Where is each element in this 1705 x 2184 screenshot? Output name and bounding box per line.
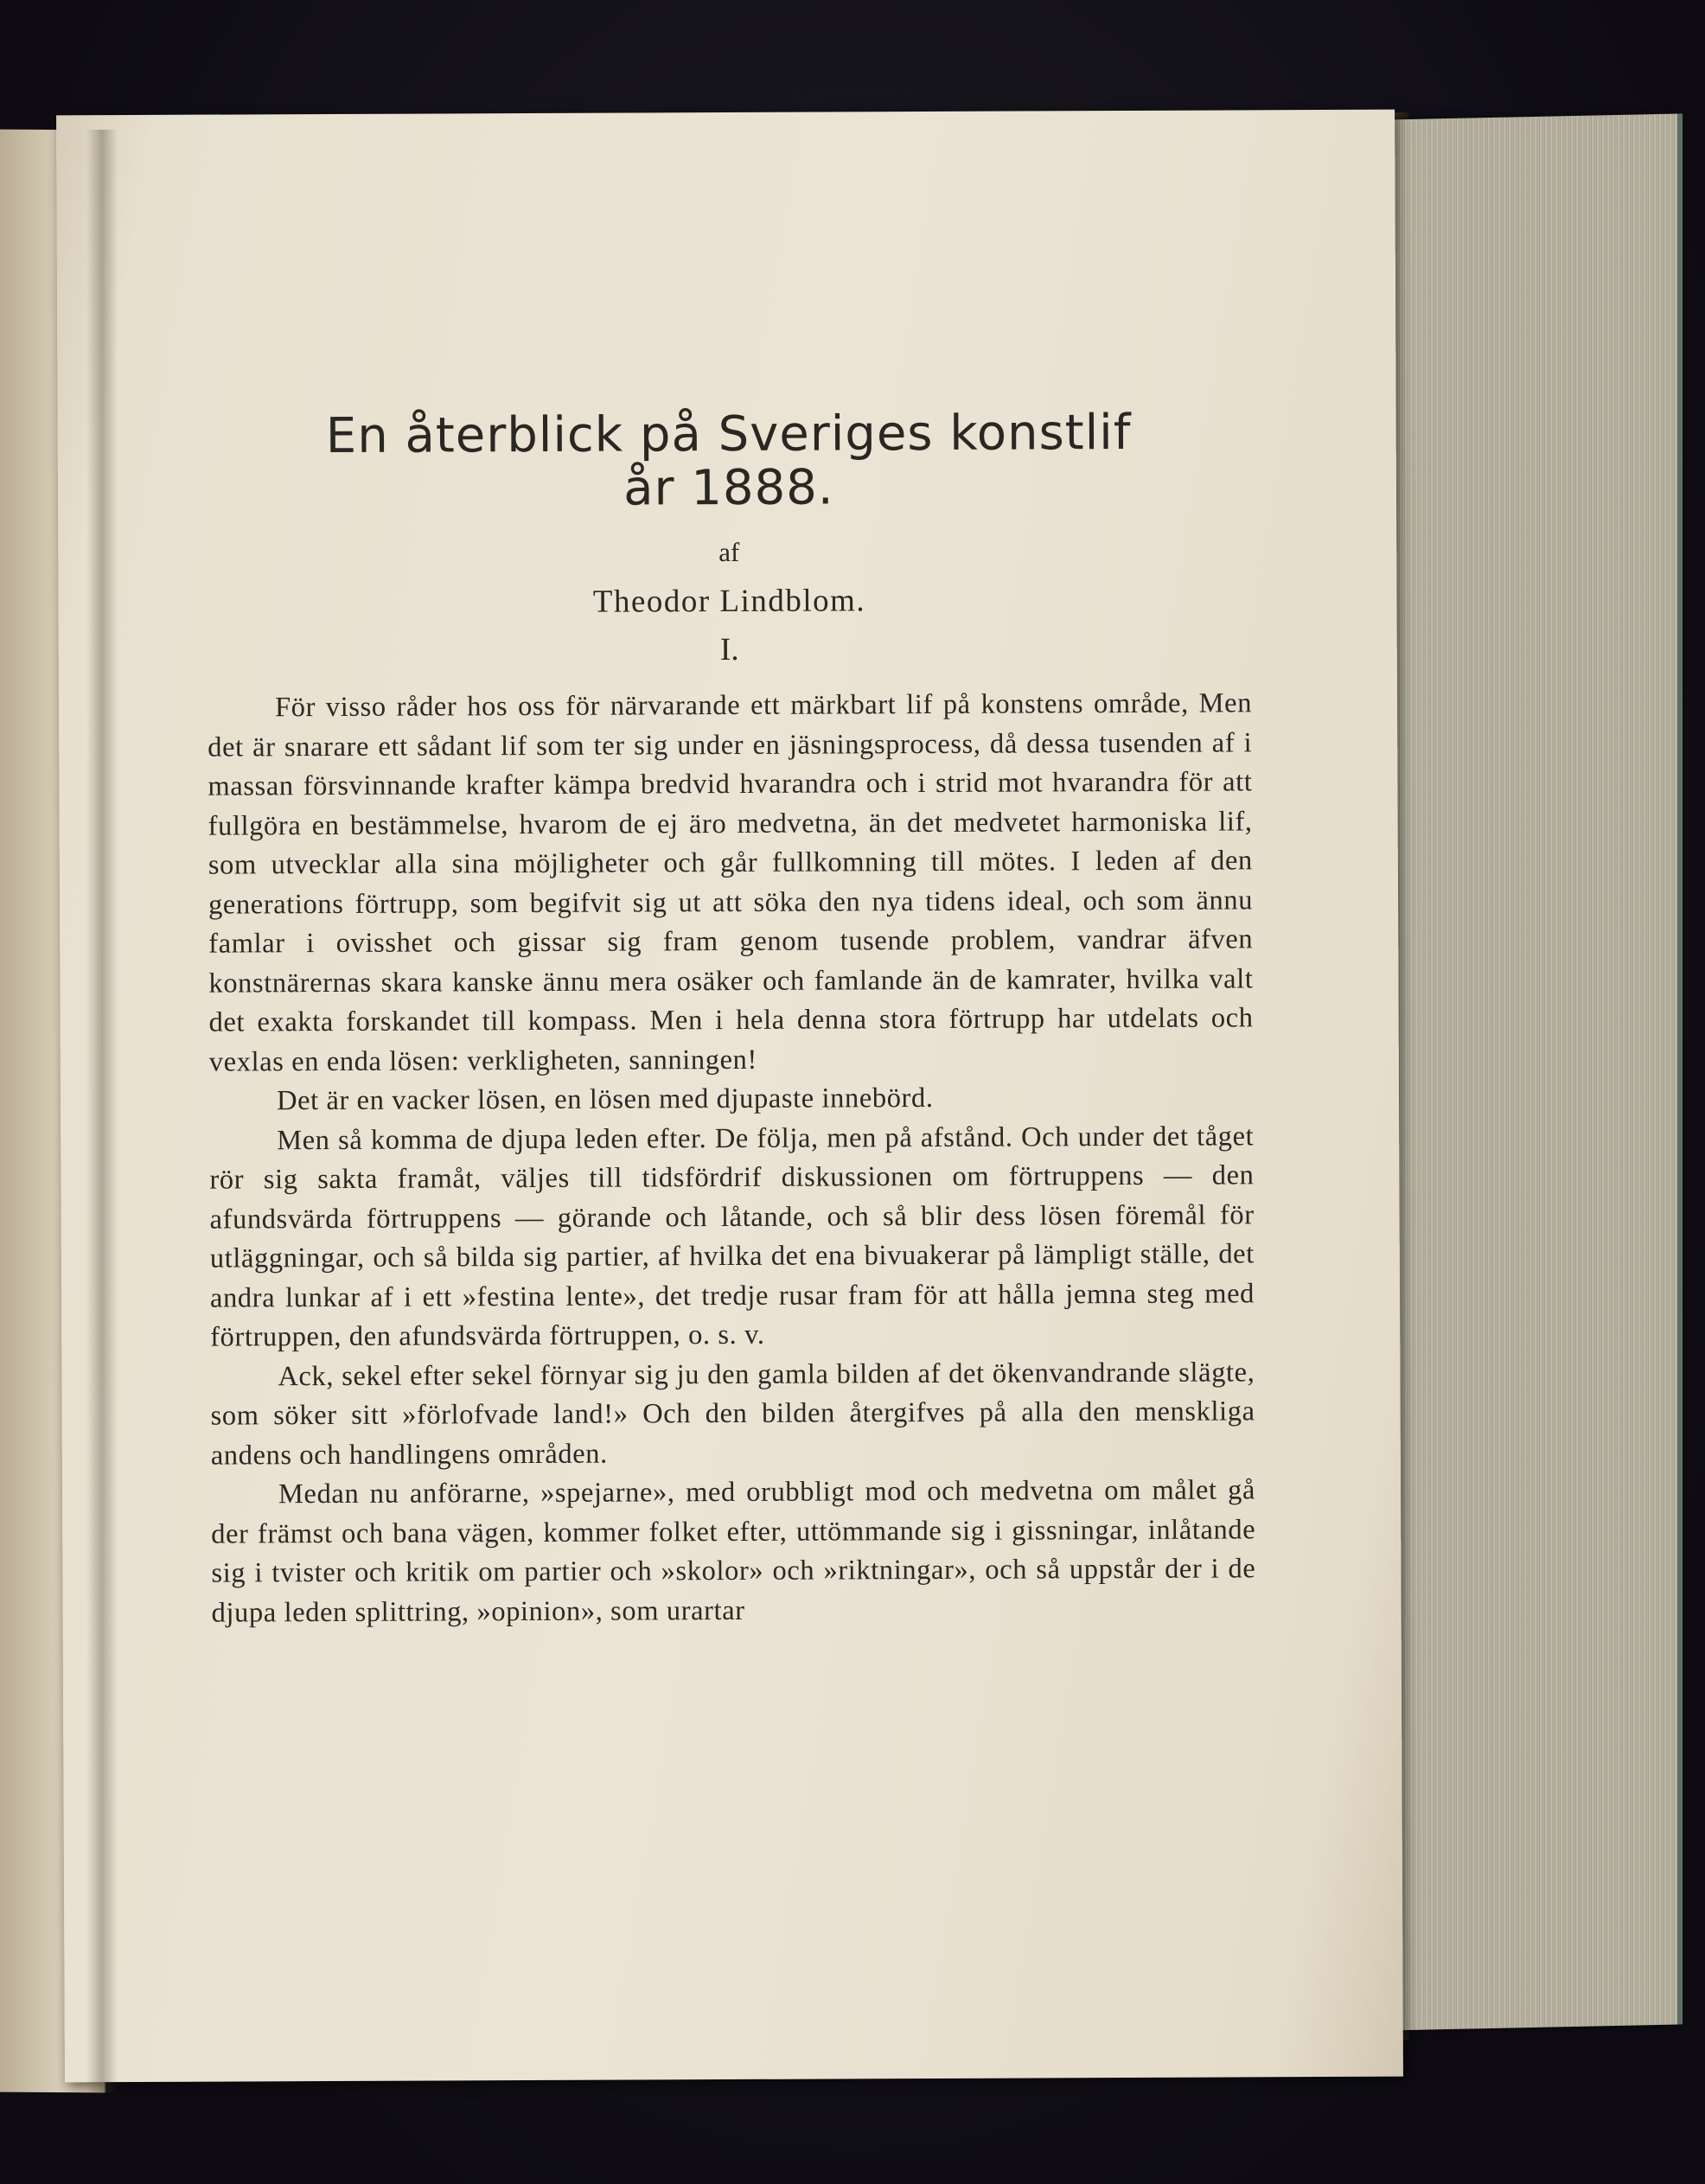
paragraph: Ack, sekel efter sekel förnyar sig ju den gamla bilden af det ökenvandrande slägte, som söker sitt »förlofvade land!» Och den bilden återgifves på alla den menskliga andens och handlingens områden.: [210, 1356, 1255, 1472]
page-gutter-shadow: [86, 130, 118, 2092]
book-page: [56, 110, 1403, 2083]
page-stack-edges: [1383, 113, 1683, 2030]
section-number: I.: [719, 631, 739, 668]
paragraph: För visso råder hos oss för närvarande ett märkbart lif på konstens område, Men det är snarare ett sådant lif som ter sig under en jäsningsprocess, då dessa tusenden af i massan försvinnande krafter kämpa bredvid hvarandra och i strid mot hvarandra för att fullgöra en bestämmelse, hvarom de ej äro medvetna, än det medvetet harmoniska lif, som utvecklar alla sina möjligheter och går fullkomning till mötes. I leden af den generations förtrupp, som begifvit sig ut att söka den nya tidens ideal, och som ännu famlar i ovisshet och gissar sig fram genom tusende problem, vandrar äfven konstnärernas skara kanske ännu mera osäker och famlande än de kamrater, hvilka valt det exakta forskandet till kompass. Men i hela denna stora förtrupp har utdelats och vexlas en enda lösen: verkligheten, sanningen!: [208, 687, 1254, 1078]
author-name: Theodor Lindblom.: [592, 583, 866, 620]
byline-prefix: af: [718, 536, 740, 568]
page-content: [207, 404, 1256, 1632]
article-title-line-2: år 1888.: [623, 459, 834, 517]
paragraph: Men så komma de djupa leden efter. De följa, men på afstånd. Och under det tåget rör sig sakta framåt, väljes till tidsfördrif diskussionen om förtruppens — den afundsvärda förtruppens — görande och låtande, och så blir dess lösen föremål för utläggningar, och så bilda sig partier, af hvilka det ena bivuakerar på lämpligt ställe, det andra lunkar af i ett »festina lente», det tredje rusar fram för att hålla jemna steg med förtruppen, den afundsvärda förtruppen, o. s. v.: [209, 1120, 1255, 1353]
paragraph: Medan nu anförarne, »spejarne», med orubbligt mod och medvetna om målet gå der främst och bana vägen, kommer folket efter, uttömmande sig i gissningar, inlåtande sig i tvister och kritik om partier och »skolor» och »riktningar», och så uppstår der i de djupa leden splittring, »opinion», som urartar: [211, 1474, 1256, 1629]
article-body: [208, 684, 1256, 1632]
article-title-line-1: En återblick på Sveriges konstlif: [325, 404, 1132, 465]
paragraph: Det är en vacker lösen, en lösen med djupaste innebörd.: [276, 1082, 934, 1117]
